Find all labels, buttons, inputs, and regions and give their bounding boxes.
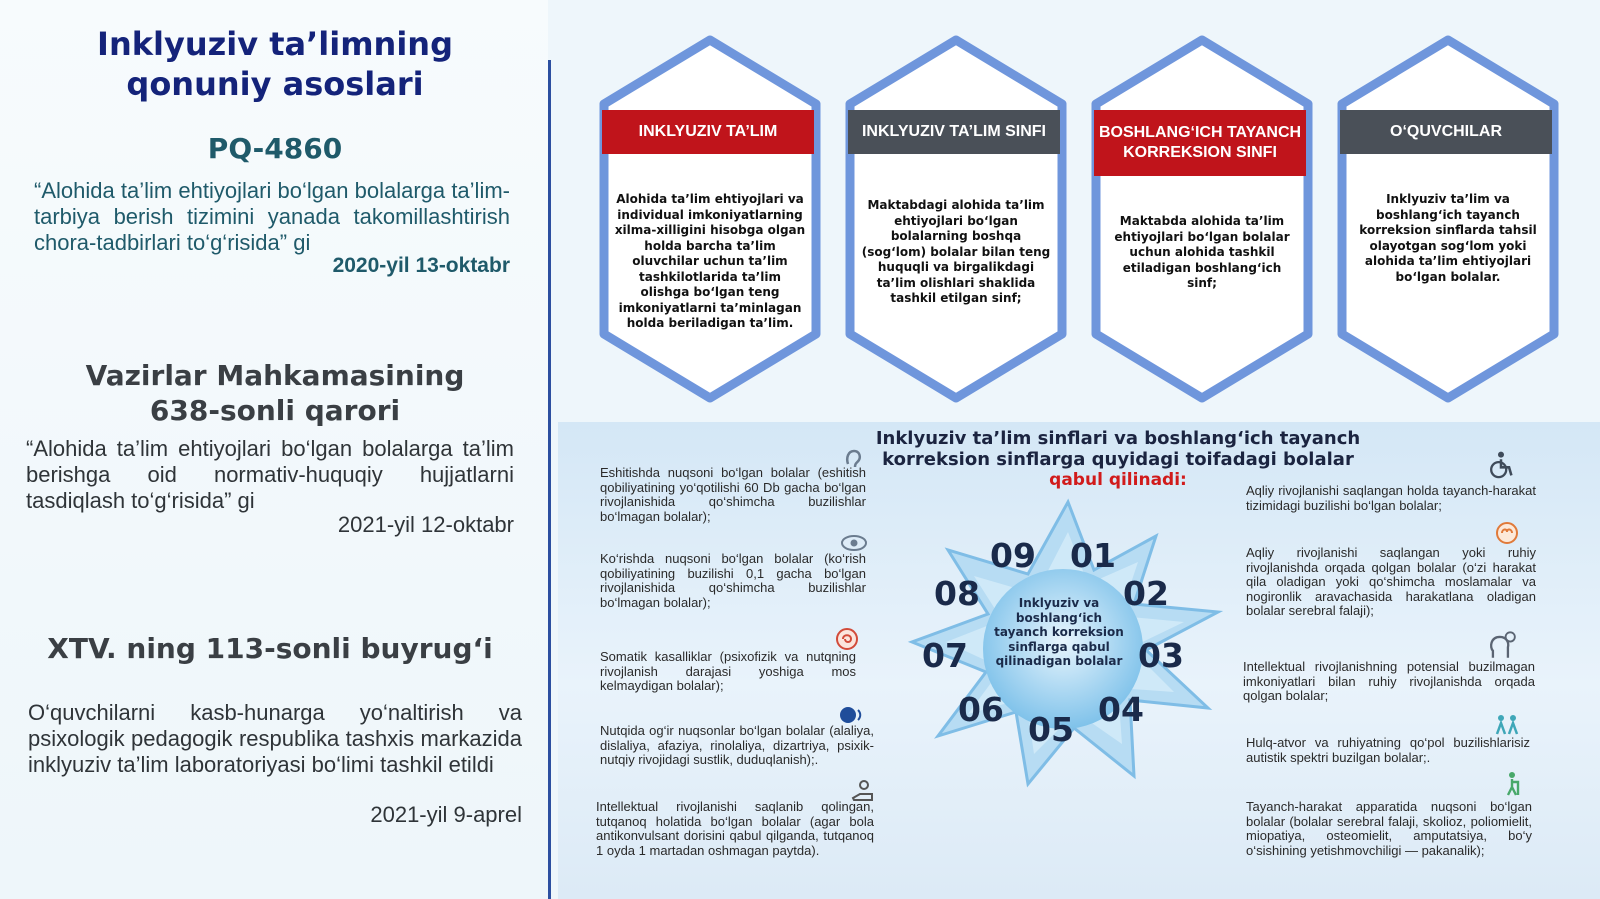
number-02: 02 bbox=[1123, 574, 1169, 613]
card-text: Maktabdagi alohida ta’lim ehtiyojlari bo‘lgan bolalarning boshqa (sog‘lom) bolalar bilan teng huquqli va birgalikdagi ta’lim olishlari shaklida tashkil etilgan sinf; bbox=[861, 198, 1051, 305]
speech-icon bbox=[838, 702, 864, 728]
card-text: Alohida ta’lim ehtiyojlari va individual imkoniyatlarning xilma-xilligini hisobga olgan holda barcha ta’lim oluvchilar uchun ta’lim tashkilotlarida ta’lim olishga bo‘lgan teng imkoniyatlarni ta’minlagan holda beriladigan ta’lim. bbox=[614, 192, 806, 330]
card-text: Maktabda alohida ta’lim ehtiyojlari bo‘lgan bolalar uchun alohida tashkil etiladigan boshlang‘ich sinf; bbox=[1114, 214, 1290, 290]
category-item-motor: Aqliy rivojlanishi saqlangan holda tayanch-harakat tizimidagi buzilishi bo‘lgan bolalar; bbox=[1246, 483, 1536, 513]
card-label: INKLYUZIV TA’LIM SINFI bbox=[848, 110, 1060, 154]
categories-panel bbox=[558, 422, 1600, 899]
number-08: 08 bbox=[934, 574, 980, 613]
number-01: 01 bbox=[1070, 536, 1116, 575]
categories-accept: qabul qilinadi: bbox=[1049, 470, 1187, 490]
left-panel bbox=[0, 0, 548, 899]
category-item-somatic: Somatik kasalliklar (psixofizik va nutqning rivojlanish darajasi yoshiga mos kelmaydigan bolalar); bbox=[600, 649, 856, 694]
eye-icon bbox=[838, 530, 870, 556]
number-07: 07 bbox=[922, 636, 968, 675]
category-item-intellectual: Intellektual rivojlanishning potensial buzilmagan imkoniyatlari bilan ruhiy rivojlanishda orqada qolgan bolalar; bbox=[1243, 659, 1535, 704]
category-item-musculoskeletal: Tayanch-harakat apparatida nuqsoni bo‘lgan bolalar (bolalar serebral falaji, skolioz, poliomielit, miopatiya, osteomielit, amputatsiya, bo‘y o‘sishining yetishmovchiligi — pakanalik); bbox=[1246, 799, 1532, 858]
card-text: Inklyuziv ta’lim va boshlang‘ich tayanch korreksion sinflarda tahsil olayotgan sog‘lom yoki alohida ta’lim ehtiyojlari bo‘lgan bolalar. bbox=[1359, 192, 1537, 284]
card-label: BOSHLANG‘ICH TAYANCH KORREKSION SINFI bbox=[1094, 110, 1306, 176]
block-text-xtv: O‘quvchilarni kasb-hunarga yo‘naltirish va psixologik pedagogik respublika tashxis markazida inklyuziv ta’lim laboratoriyasi bo‘limi tashkil etildi bbox=[28, 700, 522, 777]
divider-line bbox=[548, 60, 551, 899]
ear-icon bbox=[840, 446, 866, 472]
category-item-epilepsy: Intellektual rivojlanishi saqlanib qolingan, tutqanoq holatida bo‘lgan bolalar (agar bola antikonvulsant dorisini qabul qilganda, tutqanoq 1 oyda 1 martadan oshmagan paytda). bbox=[596, 799, 874, 858]
head-thought-icon bbox=[1486, 630, 1516, 660]
number-06: 06 bbox=[958, 690, 1004, 729]
block-text-vm: “Alohida ta’lim ehtiyojlari bo‘lgan bolalarga ta’lim berishga oid normativ-huquqiy hujjatlarni tasdiqlash to‘g‘risida” gi bbox=[26, 436, 514, 513]
block-text-pq: “Alohida ta’lim ehtiyojlari bo‘lgan bolalarga ta’lim-tarbiya berish tizimini yanada takomillashtirish chora-tadbirlari to‘g‘risida” gi bbox=[34, 178, 510, 255]
card-korreksion-sinf bbox=[1088, 34, 1316, 404]
category-item-mental-delay: Aqliy rivojlanishi saqlangan yoki ruhiy rivojlanishda orqada qolgan bolalar (o‘zi harakat qila oladigan yoki qo‘shimcha moslamalar va nogironlik aravachasida harakatlana oladigan bolalar serebral falaji); bbox=[1246, 545, 1536, 619]
number-05: 05 bbox=[1028, 710, 1074, 749]
category-item-autism: Hulq-atvor va ruhiyatning qo‘pol buzilishlarisiz autistik spektri buzilgan bolalar;. bbox=[1246, 735, 1530, 765]
wheelchair-icon bbox=[1486, 450, 1516, 480]
block-date-vm: 2021-yil 12-oktabr bbox=[337, 512, 514, 537]
category-item-speech: Nutqida og‘ir nuqsonlar bo‘lgan bolalar (alaliya, dislaliya, afaziya, rinolaliya, dizartriya, psixik-nutqiy rivojidagi sustlik, duduqlanish);. bbox=[600, 723, 874, 768]
block-date-xtv: 2021-yil 9-aprel bbox=[370, 802, 522, 827]
center-label: Inklyuziv va boshlang‘ich tayanch korreksion sinflarga qabul qilinadigan bolalar bbox=[994, 596, 1124, 668]
block-title-vm: Vazirlar Mahkamasining 638-sonli qarori bbox=[85, 359, 465, 427]
children-icon bbox=[1492, 712, 1522, 738]
block-title-pq: PQ-4860 bbox=[207, 132, 343, 165]
card-inklyuziv-sinf bbox=[842, 34, 1070, 404]
card-oquvchilar bbox=[1334, 34, 1562, 404]
card-inklyuziv-talim bbox=[596, 34, 824, 404]
brain-icon bbox=[1494, 520, 1520, 546]
number-09: 09 bbox=[990, 536, 1036, 575]
card-label: INKLYUZIV TA’LIM bbox=[602, 110, 814, 154]
categories-heading: Inklyuziv ta’lim sinflari va boshlang‘ich tayanch korreksion sinflarga quyidagi toifadagi bolalar bbox=[875, 428, 1361, 470]
card-label: O‘QUVCHILAR bbox=[1340, 110, 1552, 154]
number-04: 04 bbox=[1098, 690, 1144, 729]
category-item-hearing: Eshitishda nuqsoni bo‘lgan bolalar (eshitish qobiliyatining yo‘qotilishi 60 Db gacha bo‘lgan rivojlanishida qo‘shimcha buzilishlar bo‘lmagan bolalar); bbox=[600, 465, 866, 524]
block-date-pq: 2020-yil 13-oktabr bbox=[332, 254, 510, 277]
block-title-xtv: XTV. ning 113-sonli buyrug‘i bbox=[47, 632, 493, 665]
number-03: 03 bbox=[1138, 636, 1184, 675]
crutch-person-icon bbox=[1500, 770, 1526, 796]
care-hand-icon bbox=[850, 778, 876, 804]
category-item-vision: Ko‘rishda nuqsoni bo‘lgan bolalar (ko‘rish qobiliyatining buzilishi 0,1 gacha bo‘lgan rivojlanishida qo‘shimcha buzilishlar bo‘lmagan bolalar); bbox=[600, 551, 866, 610]
page-title: Inklyuziv ta’limning qonuniy asoslari bbox=[97, 25, 453, 103]
organ-icon bbox=[834, 626, 860, 652]
